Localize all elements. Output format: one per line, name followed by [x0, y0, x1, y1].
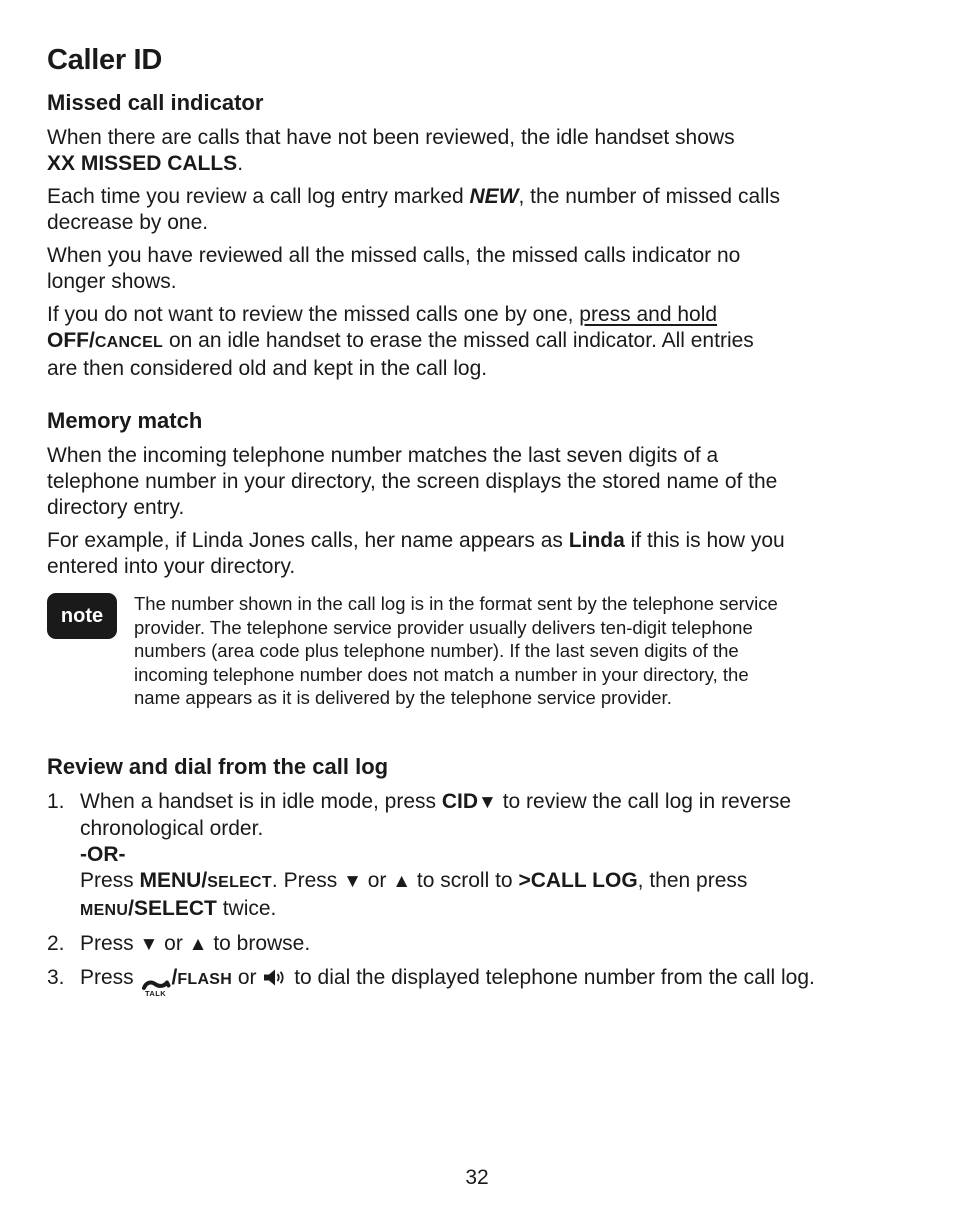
note-callout — [47, 590, 912, 710]
text-segment: If you do not want to review the missed calls one by one, — [47, 303, 580, 326]
speaker-icon — [263, 968, 287, 991]
text-segment: incoming telephone number does not match a number in your directory, the — [134, 663, 749, 685]
text-segment: or — [361, 868, 393, 892]
page-number: 32 — [465, 1166, 489, 1189]
down-arrow-icon: ▼ — [478, 791, 497, 813]
text-segment: to browse. — [207, 931, 311, 955]
list-number-3: 3. — [47, 965, 65, 989]
down-arrow-icon: ▼ — [343, 870, 362, 892]
paragraph-memory-1 — [47, 443, 912, 521]
text-segment: to review the call log in reverse — [496, 789, 791, 813]
text-segment: directory entry. — [47, 496, 185, 519]
text-segment: For example, if Linda Jones calls, her name appears as — [47, 529, 569, 552]
text-segment: When you have reviewed all the missed calls, the missed calls indicator no — [47, 244, 741, 267]
talk-key-label: TALK — [144, 988, 167, 998]
paragraph-memory-2 — [47, 528, 912, 580]
paragraph-missed-2 — [47, 184, 912, 236]
text-segment: twice. — [216, 896, 277, 920]
text-segment: , then press — [637, 868, 748, 892]
key-label-flash: FLASH — [177, 970, 233, 988]
display-text-xx-missed-calls: XX MISSED CALLS — [47, 152, 238, 175]
text-segment: numbers (area code plus telephone number). If the last seven digits of the — [134, 640, 739, 661]
text-segment: telephone number in your directory, the screen displays the stored name of the — [47, 470, 778, 493]
key-label-menu: MENU/ — [139, 868, 208, 892]
key-label-off: OFF/ — [47, 329, 95, 352]
text-segment: to dial the displayed telephone number from the call log. — [288, 965, 815, 989]
text-segment: are then considered old and kept in the call log. — [47, 357, 488, 380]
note-badge: note — [47, 593, 117, 639]
paragraph-missed-4 — [47, 302, 912, 382]
key-label-menu-small: MENU — [80, 901, 129, 919]
list-item-3 — [47, 965, 912, 998]
paragraph-missed-1 — [47, 125, 912, 177]
text-segment: , the number of missed calls — [518, 185, 780, 208]
text-segment: The number shown in the call log is in the format sent by the telephone service — [134, 593, 778, 614]
display-text-call-log: >CALL LOG — [518, 868, 638, 892]
key-label-select-large: /SELECT — [128, 896, 217, 920]
text-segment: or — [232, 965, 263, 989]
text-segment: decrease by one. — [47, 211, 209, 234]
list-number-1: 1. — [47, 789, 65, 813]
display-text-or: -OR- — [80, 842, 126, 866]
text-segment: When a handset is in idle mode, press — [80, 789, 442, 813]
text-segment: entered into your directory. — [47, 555, 296, 578]
underlined-press-and-hold: press and hold — [579, 303, 718, 326]
text-segment: . — [237, 152, 244, 175]
text-segment: Press — [80, 931, 140, 955]
heading-review-and-dial: Review and dial from the call log — [47, 753, 389, 779]
text-segment: on an idle handset to erase the missed call indicator. All entries — [163, 329, 754, 352]
display-text-linda: Linda — [568, 529, 625, 552]
key-slash: / — [171, 965, 178, 989]
text-segment: When there are calls that have not been reviewed, the idle handset shows — [47, 126, 735, 149]
text-segment: Press — [80, 868, 140, 892]
text-segment: provider. The telephone service provider usually delivers ten-digit telephone — [134, 616, 753, 638]
page-content — [47, 44, 912, 1004]
list-item-1 — [47, 789, 912, 924]
text-segment: or — [158, 931, 189, 955]
text-segment: Each time you review a call log entry marked — [47, 185, 470, 208]
display-text-new: NEW — [469, 185, 519, 208]
text-segment: When the incoming telephone number matches the last seven digits of a — [47, 444, 719, 467]
up-arrow-icon: ▲ — [188, 933, 208, 955]
note-text — [134, 590, 778, 710]
talk-key-icon — [141, 978, 171, 998]
up-arrow-icon: ▲ — [392, 870, 412, 892]
key-label-cancel: CANCEL — [94, 334, 164, 351]
page-title: Caller ID — [47, 44, 162, 76]
key-label-select: SELECT — [207, 873, 272, 891]
key-label-cid: CID — [441, 789, 479, 813]
text-segment: Press — [80, 965, 140, 989]
text-segment: . Press — [271, 868, 344, 892]
text-segment: to scroll to — [411, 868, 519, 892]
list-item-2 — [47, 931, 912, 958]
heading-memory-match: Memory match — [47, 408, 203, 433]
down-arrow-icon: ▼ — [139, 933, 159, 955]
text-segment: if this is how you — [624, 529, 785, 552]
text-segment: chronological order. — [80, 816, 264, 840]
text-segment: name appears as it is delivered by the telephone service provider. — [134, 687, 672, 708]
paragraph-missed-3 — [47, 243, 912, 295]
text-segment: longer shows. — [47, 270, 177, 293]
heading-missed-call-indicator: Missed call indicator — [47, 90, 264, 115]
list-number-2: 2. — [47, 931, 65, 955]
